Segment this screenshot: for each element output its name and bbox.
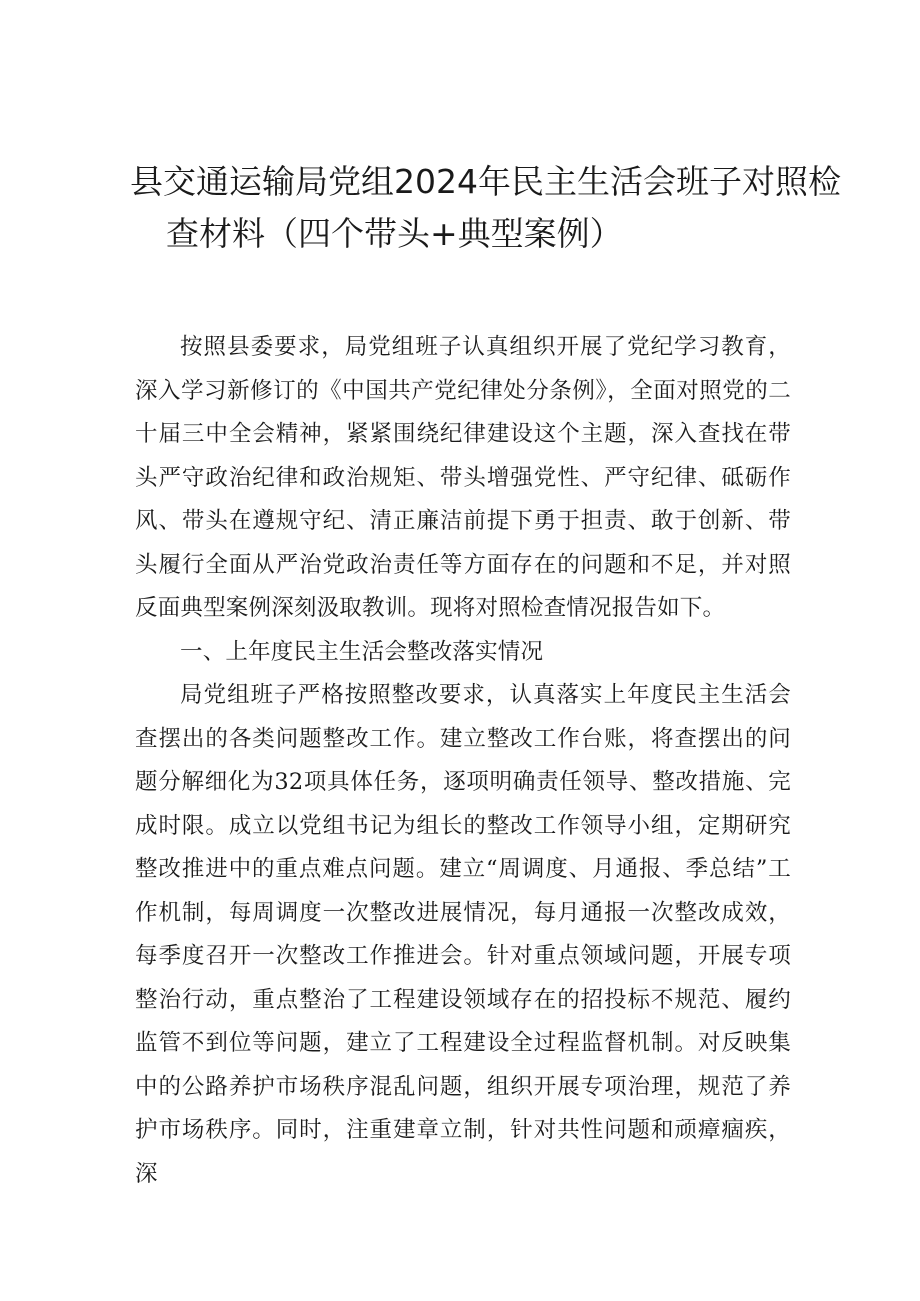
section-1-paragraph: 局党组班子严格按照整改要求，认真落实上年度民主生活会查摆出的各类问题整改工作。建立整改工作台账，将查摆出的问题分解细化为32项具体任务，逐项明确责任领导、整改措施、完成时限。成立以党组书记为组长的整改工作领导小组，定期研究整改推进中的重点难点问题。建立“周调度、月通报、季总结”工作机制，每周调度一次整改进展情况，每月通报一次整改成效，每季度召开一次整改工作推进会。针对重点领域问题，开展专项整治行动，重点整治了工程建设领域存在的招投标不规范、履约监管不到位等问题，建立了工程建设全过程监督机制。对反映集中的公路养护市场秩序混乱问题，组织开展专项治理，规范了养护市场秩序。同时，注重建章立制，针对共性问题和顽瘴痼疾，深: [135, 682, 791, 1187]
document-title: [130, 158, 841, 258]
intro-paragraph: 按照县委要求，局党组班子认真组织开展了党纪学习教育，深入学习新修订的《中国共产党纪律处分条例》，全面对照党的二十届三中全会精神，紧紧围绕纪律建设这个主题，深入查找在带头严守政治纪律和政治规矩、带头增强党性、严守纪律、砥砺作风、带头在遵规守纪、清正廉洁前提下勇于担责、敢于创新、带头履行全面从严治党政治责任等方面存在的问题和不足，并对照反面典型案例深刻汲取教训。现将对照检查情况报告如下。: [135, 334, 791, 621]
document-body: [135, 326, 791, 1196]
title-line-1: 县交通运输局党组2024年民主生活会班子对照检: [130, 162, 841, 201]
title-line-2: 查材料（四个带头+典型案例）: [166, 214, 623, 253]
section-heading-1: 一、上年度民主生活会整改落实情况: [180, 638, 544, 665]
